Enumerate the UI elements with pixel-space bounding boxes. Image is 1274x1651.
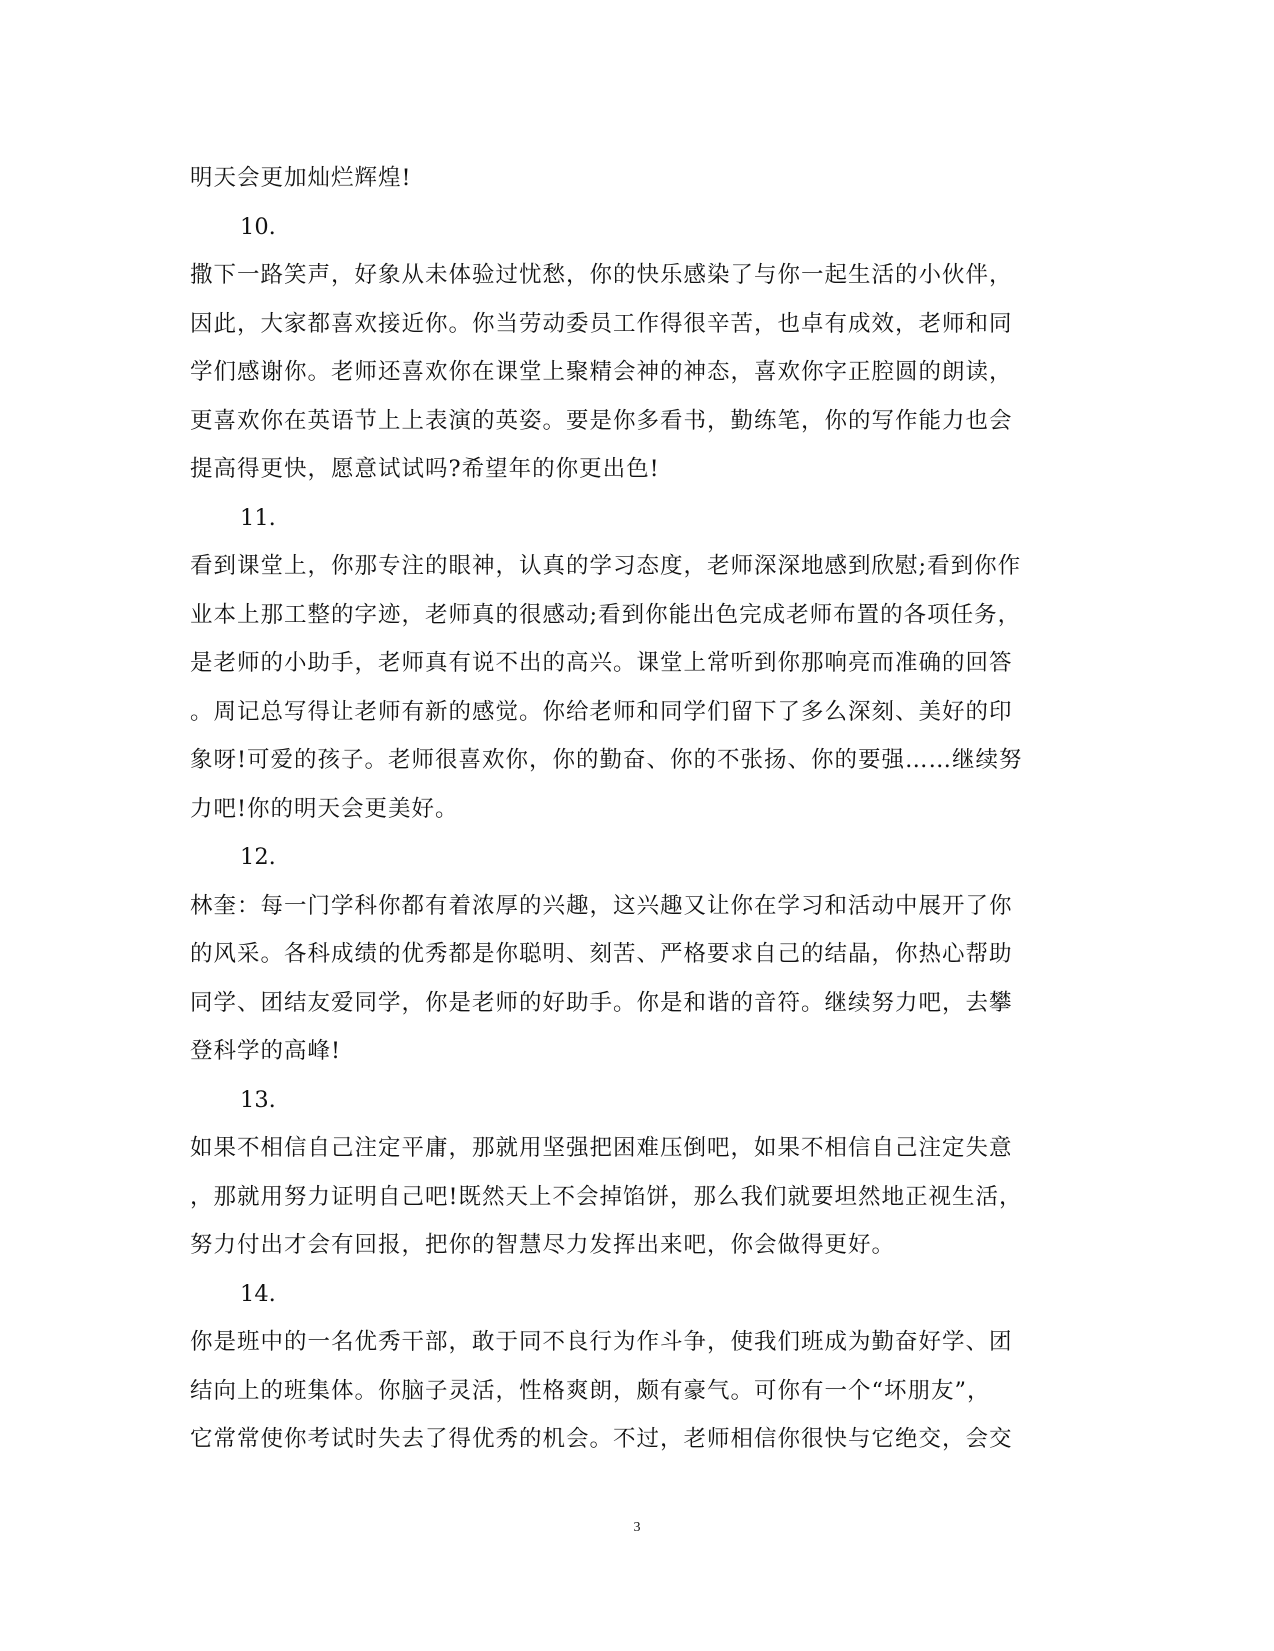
paragraph-line: 努力付出才会有回报，把你的智慧尽力发挥出来吧，你会做得更好。 <box>190 1232 896 1258</box>
paragraph-line: 林奎：每一门学科你都有着浓厚的兴趣，这兴趣又让你在学习和活动中展开了你 <box>190 892 1013 919</box>
paragraph-line: 明天会更加灿烂辉煌! <box>190 165 412 191</box>
paragraph-line: 提高得更快，愿意试试吗?希望年的你更出色! <box>190 456 660 482</box>
paragraph-line: 是老师的小助手，老师真有说不出的高兴。课堂上常听到你那响亮而准确的回答 <box>190 650 1013 676</box>
paragraph-line: 学们感谢你。老师还喜欢你在课堂上聚精会神的神态，喜欢你字正腔圆的朗读， <box>190 359 1013 385</box>
paragraph-line: ，那就用努力证明自己吧!既然天上不会掉馅饼，那么我们就要坦然地正视生活， <box>190 1183 1023 1210</box>
paragraph-line: 业本上那工整的字迹，老师真的很感动;看到你能出色完成老师布置的各项任务， <box>190 601 1022 628</box>
paragraph-line: 你是班中的一名优秀干部，敢于同不良行为作斗争，使我们班成为勤奋好学、团 <box>190 1329 1013 1355</box>
paragraph-line: 它常常使你考试时失去了得优秀的机会。不过，老师相信你很快与它绝交，会交 <box>190 1426 1013 1452</box>
paragraph-line: 同学、团结友爱同学，你是老师的好助手。你是和谐的音符。继续努力吧，去攀 <box>190 989 1013 1016</box>
item-number: 11. <box>240 504 276 531</box>
paragraph-line: 更喜欢你在英语节上上表演的英姿。要是你多看书，勤练笔，你的写作能力也会 <box>190 407 1013 434</box>
item-number: 10. <box>240 213 276 240</box>
paragraph-line: 如果不相信自己注定平庸，那就用坚强把困难压倒吧，如果不相信自己注定失意 <box>190 1135 1013 1161</box>
paragraph-line: 撒下一路笑声，好象从未体验过忧愁，你的快乐感染了与你一起生活的小伙伴， <box>190 262 1013 288</box>
paragraph-line: 的风采。各科成绩的优秀都是你聪明、刻苦、严格要求自己的结晶，你热心帮助 <box>190 941 1013 967</box>
item-number: 13. <box>240 1086 276 1113</box>
document-body <box>190 154 1070 1464</box>
item-number: 12. <box>240 844 276 870</box>
page-number: 3 <box>633 1520 641 1535</box>
paragraph-line: 因此，大家都喜欢接近你。你当劳动委员工作得很辛苦，也卓有成效，老师和同 <box>190 310 1013 337</box>
item-number: 14. <box>240 1280 276 1307</box>
paragraph-line: 力吧!你的明天会更美好。 <box>190 795 459 822</box>
paragraph-line: 看到课堂上，你那专注的眼神，认真的学习态度，老师深深地感到欣慰;看到你作 <box>190 553 1022 579</box>
paragraph-line: 结向上的班集体。你脑子灵活，性格爽朗，颇有豪气。可你有一个“坏朋友”， <box>190 1377 991 1404</box>
paragraph-line: 登科学的高峰! <box>190 1038 342 1064</box>
paragraph-line: 。周记总写得让老师有新的感觉。你给老师和同学们留下了多么深刻、美好的印 <box>190 698 1013 725</box>
paragraph-line: 象呀!可爱的孩子。老师很喜欢你，你的勤奋、你的不张扬、你的要强……继续努 <box>190 747 1023 773</box>
